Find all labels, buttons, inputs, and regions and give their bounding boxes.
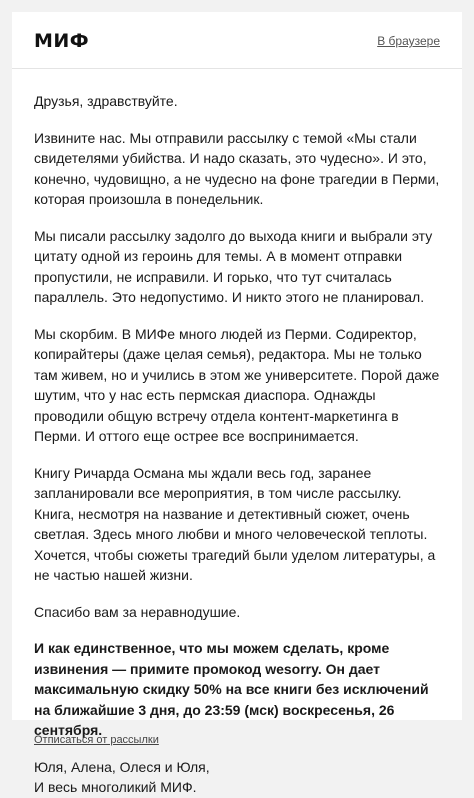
paragraph-explanation: Мы писали рассылку задолго до выхода книги и выбрали эту цитату одной из героинь для темы. А в момент отправки пропустили, не исправили. И горько, что тут считалась параллель. Это недопустимо. И никто этого не планировал. bbox=[34, 227, 433, 305]
signature-line-1: Юля, Алена, Олеся и Юля, bbox=[34, 758, 210, 775]
paragraph-apology: Извините нас. Мы отправили рассылку с темой «Мы стали свидетелями убийства. И надо сказать, это чудесно». И это, конечно, чудовищно, а не чудесно на фоне трагедии в Перми, которая произошла в понедельник. bbox=[34, 129, 440, 207]
greeting: Друзья, здравствуйте. bbox=[34, 93, 178, 109]
logo: МИФ bbox=[34, 30, 90, 52]
signature bbox=[34, 757, 440, 798]
paragraph-promocode: И как единственное, что мы можем сделать, кроме извинения — примите промокод wesorry. Он дает максимальную скидку 50% на все книги без исключений на ближайшие 3 дня, до 23:59 (мск) воскресенья, 26 сентября. bbox=[34, 640, 429, 738]
email-header bbox=[12, 12, 462, 69]
paragraph-perm: Мы скорбим. В МИФе много людей из Перми. Содиректор, копирайтеры (даже целая семья), редактора. Мы не только там живем, но и учились в этом же университете. Порой даже шутим, что у нас есть пермская диаспора. Однажды проводили общую встречу отдела контент-маркетинга в Перми. И оттого еще острее все воспринимается. bbox=[34, 325, 440, 444]
paragraph-thanks: Спасибо вам за неравнодушие. bbox=[34, 603, 241, 620]
paragraph-book: Книгу Ричарда Османа мы ждали весь год, заранее запланировали все мероприятия, в том числе рассылку. Книга, несмотря на название и детективный сюжет, очень светлая. Здесь много любви и много человеческой теплоты. Хочется, чтобы сюжеты трагедий были уделом литературы, а не частью нашей жизни. bbox=[34, 464, 436, 583]
view-in-browser-link[interactable]: В браузере bbox=[377, 34, 440, 48]
unsubscribe-link[interactable]: Отписаться от рассылки bbox=[34, 734, 159, 746]
email-body bbox=[12, 69, 462, 798]
signature-line-2: И весь многоликий МИФ. bbox=[34, 779, 197, 795]
